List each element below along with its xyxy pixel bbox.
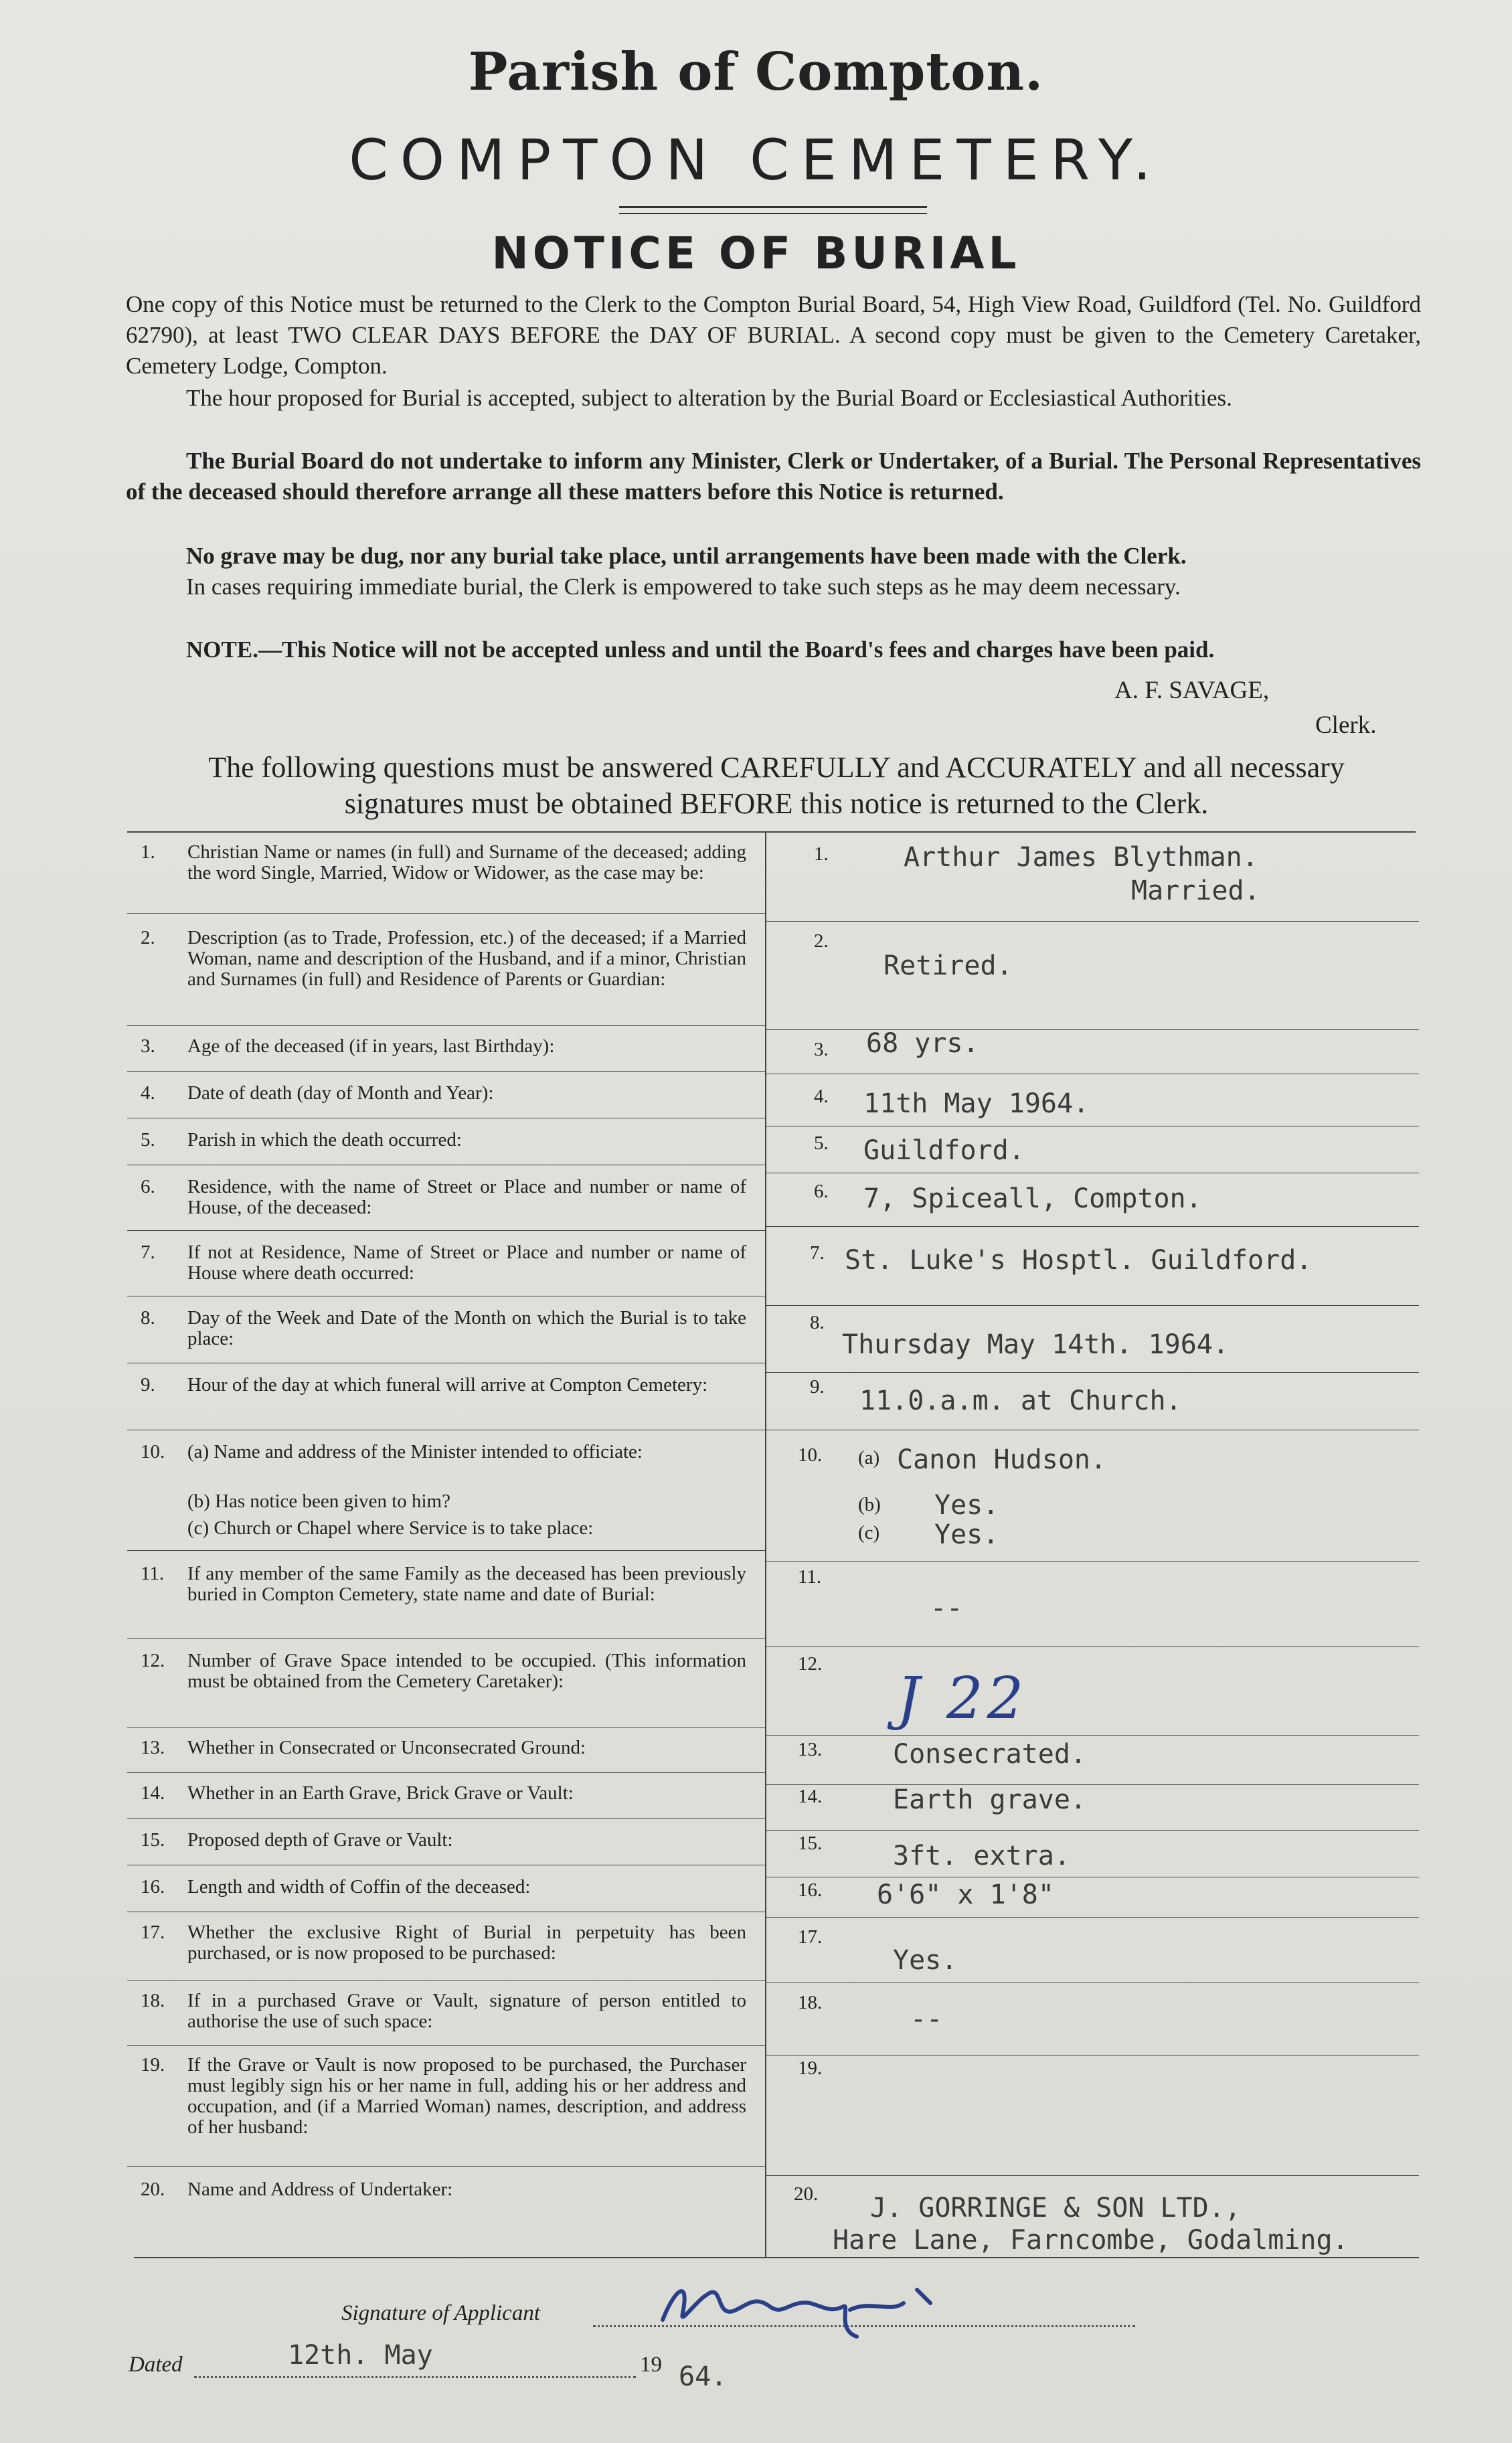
a-separator xyxy=(766,1917,1419,1918)
question-number: 14. xyxy=(141,1782,165,1804)
answer-number: 1. xyxy=(814,843,829,865)
dated-value: 12th. May xyxy=(288,2340,433,2371)
question-text: Name and Address of Undertaker: xyxy=(187,2179,453,2200)
q-separator xyxy=(127,1980,765,1981)
answer-number: 18. xyxy=(798,1992,823,2013)
answer-number: 11. xyxy=(798,1566,822,1588)
instruction-return-copy: One copy of this Notice must be returned to the Clerk to the Compton Burial Board, 54, High View Road, Guildford (Tel. No. Guildford 62790), at least TWO CLEAR DAYS BEFORE the DAY OF BURIAL. A second copy must be given to the Cemetery Caretaker, Cemetery Lodge, Compton. xyxy=(126,291,1421,379)
a-separator xyxy=(766,1305,1419,1306)
question-number: 5. xyxy=(141,1129,155,1151)
answer-number: 15. xyxy=(798,1833,823,1854)
dated-label: Dated xyxy=(129,2353,183,2377)
answer-8: Thursday May 14th. 1964. xyxy=(842,1329,1229,1360)
q-separator xyxy=(127,2166,765,2167)
question-number: 2. xyxy=(141,927,155,948)
question-text: Age of the deceased (if in years, last Birthday): xyxy=(187,1035,555,1057)
question-text: Hour of the day at which funeral will arrive at Compton Cemetery: xyxy=(187,1374,708,1396)
q-separator xyxy=(127,1550,765,1551)
answer-12-handwritten: J 22 xyxy=(897,1665,1028,1732)
answer-17: Yes. xyxy=(893,1945,958,1976)
question-text: Parish in which the death occurred: xyxy=(187,1129,462,1151)
q-separator xyxy=(127,1071,765,1072)
question-number: 13. xyxy=(141,1737,165,1758)
answer-18: -- xyxy=(910,2004,943,2035)
a-separator xyxy=(766,1830,1419,1831)
answer-number: 13. xyxy=(798,1739,823,1760)
answer-1-status: Married. xyxy=(1131,875,1260,906)
question-number: 4. xyxy=(141,1082,155,1104)
question-1 xyxy=(141,842,746,909)
answer-number: 2. xyxy=(814,930,829,952)
question-text: Day of the Week and Date of the Month on which the Burial is to take place: xyxy=(187,1307,746,1349)
answer-20-address: Hare Lane, Farncombe, Godalming. xyxy=(833,2225,1349,2256)
answer-number: 6. xyxy=(814,1181,829,1202)
question-number: 18. xyxy=(141,1990,165,2011)
question-text: Proposed depth of Grave or Vault: xyxy=(187,1829,453,1851)
title-rule-bottom xyxy=(619,213,927,214)
question-number: 6. xyxy=(141,1176,155,1197)
clerk-title: Clerk. xyxy=(1315,711,1377,739)
answer-number: 3. xyxy=(814,1039,829,1060)
question-text: Number of Grave Space intended to be occupied. (This information must be obtained from the Cemetery Caretaker): xyxy=(187,1650,746,1692)
answer-number: 7. xyxy=(810,1242,825,1264)
question-text: Whether in an Earth Grave, Brick Grave or Vault: xyxy=(187,1782,574,1804)
question-text: Christian Name or names (in full) and Surname of the deceased; adding the word Single, Married, Widow or Widower, as the case may be: xyxy=(187,841,746,883)
question-number: 3. xyxy=(141,1035,155,1057)
a-separator xyxy=(766,1784,1419,1785)
answer-10a-label: (a) xyxy=(858,1447,880,1468)
question-number: 11. xyxy=(141,1563,165,1584)
question-text-b: (b) Has notice been given to him? xyxy=(187,1491,450,1512)
answer-number: 5. xyxy=(814,1132,829,1154)
q-separator xyxy=(127,1230,765,1231)
a-separator xyxy=(766,1029,1419,1030)
a-separator xyxy=(766,1372,1419,1373)
answer-7: St. Luke's Hosptl. Guildford. xyxy=(845,1245,1313,1276)
table-top-rule xyxy=(127,831,1416,833)
question-text: If not at Residence, Name of Street or Place and number or name of House where death occurred: xyxy=(187,1242,746,1284)
answer-10a: Canon Hudson. xyxy=(897,1444,1107,1475)
q-separator xyxy=(127,2045,765,2046)
answer-13: Consecrated. xyxy=(893,1739,1086,1770)
question-number: 7. xyxy=(141,1242,155,1263)
instruction-hour: The hour proposed for Burial is accepted, subject to alteration by the Burial Board or Ecclesiastical Authorities. xyxy=(186,385,1232,411)
answer-5: Guildford. xyxy=(863,1135,1025,1166)
question-number: 20. xyxy=(141,2179,165,2200)
answer-20-name: J. GORRINGE & SON LTD., xyxy=(870,2193,1241,2223)
answer-2: Retired. xyxy=(884,950,1013,981)
question-text: Residence, with the name of Street or Place and number or name of House, of the deceased: xyxy=(187,1176,746,1218)
answer-number: 20. xyxy=(794,2183,819,2205)
year-prefix: 19 xyxy=(640,2353,662,2377)
question-number: 17. xyxy=(141,1922,165,1943)
question-number: 12. xyxy=(141,1650,165,1671)
instruction-board-notice: The Burial Board do not undertake to inform any Minister, Clerk or Undertaker, of a Burial. The Personal Representatives of the deceased should therefore arrange all these matters before this Notice is returned. xyxy=(126,448,1421,505)
q-separator xyxy=(127,1772,765,1773)
answer-number: 4. xyxy=(814,1086,829,1107)
title-rule-top xyxy=(619,206,927,208)
signature-label: Signature of Applicant xyxy=(341,2301,540,2325)
answer-number: 19. xyxy=(798,2057,823,2079)
instruction-note-fees: NOTE.—This Notice will not be accepted unless and until the Board's fees and charges have been paid. xyxy=(186,637,1215,663)
answer-number: 12. xyxy=(798,1653,823,1675)
question-number: 1. xyxy=(141,841,155,863)
answer-4: 11th May 1964. xyxy=(863,1088,1090,1119)
answer-10c: Yes. xyxy=(934,1519,999,1550)
question-number: 10. xyxy=(141,1441,165,1462)
answer-number: 14. xyxy=(798,1786,823,1807)
table-bottom-rule xyxy=(134,2257,1419,2258)
parish-title: Parish of Compton. xyxy=(468,41,1044,102)
question-number: 9. xyxy=(141,1374,155,1396)
question-number: 15. xyxy=(141,1829,165,1851)
form-intro: The following questions must be answered CAREFULLY and ACCURATELY and all necessary signatures must be obtained BEFORE this notice is returned to the Clerk. xyxy=(208,751,1345,820)
answer-1-name: Arthur James Blythman. xyxy=(904,842,1258,873)
question-text-a: (a) Name and address of the Minister intended to officiate: xyxy=(187,1441,643,1462)
q-separator xyxy=(127,1638,765,1639)
answer-11: -- xyxy=(930,1593,963,1624)
answer-15: 3ft. extra. xyxy=(893,1841,1070,1871)
answer-6: 7, Spiceall, Compton. xyxy=(863,1183,1202,1214)
answer-3: 68 yrs. xyxy=(866,1028,979,1059)
dated-line xyxy=(194,2376,636,2378)
answer-number: 16. xyxy=(798,1879,823,1901)
answer-number: 17. xyxy=(798,1926,823,1948)
answer-10b: Yes. xyxy=(934,1490,999,1521)
year-suffix: 64. xyxy=(679,2361,728,2392)
notice-title: NOTICE OF BURIAL xyxy=(491,228,1021,279)
applicant-signature xyxy=(649,2273,984,2347)
question-text: Whether in Consecrated or Unconsecrated Ground: xyxy=(187,1737,586,1758)
answer-number: 9. xyxy=(810,1376,825,1398)
question-text-c: (c) Church or Chapel where Service is to take place: xyxy=(187,1517,594,1539)
q-separator xyxy=(127,913,765,914)
q-separator xyxy=(127,1727,765,1728)
a-separator xyxy=(766,1735,1419,1736)
question-text: Length and width of Coffin of the deceased: xyxy=(187,1876,531,1898)
question-10 xyxy=(141,1442,746,1542)
cemetery-title: COMPTON CEMETERY. xyxy=(349,127,1163,193)
q-separator xyxy=(127,1818,765,1819)
a-separator xyxy=(766,2175,1419,2176)
question-text: If any member of the same Family as the deceased has been previously buried in Compton Cemetery, state name and date of Burial: xyxy=(187,1563,746,1605)
question-text: If in a purchased Grave or Vault, signature of person entitled to authorise the use of such space: xyxy=(187,1990,746,2032)
a-separator xyxy=(766,1226,1419,1227)
answer-10b-label: (b) xyxy=(858,1494,881,1515)
question-number: 16. xyxy=(141,1876,165,1898)
question-text: Description (as to Trade, Profession, etc.) of the deceased; if a Married Woman, name and description of the Husband, and if a minor, Christian and Surnames (in full) and Residence of Parents or Guardian: xyxy=(187,927,746,990)
answer-9: 11.0.a.m. at Church. xyxy=(859,1385,1182,1416)
answer-number: 8. xyxy=(810,1312,825,1333)
instruction-immediate-burial: In cases requiring immediate burial, the Clerk is empowered to take such steps as he may deem necessary. xyxy=(186,574,1181,600)
question-number: 19. xyxy=(141,2054,165,2076)
a-separator xyxy=(766,921,1419,922)
question-text: Whether the exclusive Right of Burial in perpetuity has been purchased, or is now proposed to be purchased: xyxy=(187,1922,746,1964)
answer-10c-label: (c) xyxy=(858,1522,880,1543)
answer-16: 6'6" x 1'8" xyxy=(877,1879,1054,1910)
answer-number: 10. xyxy=(798,1444,823,1466)
instruction-no-grave: No grave may be dug, nor any burial take place, until arrangements have been made with the Clerk. xyxy=(186,543,1187,569)
question-text: Date of death (day of Month and Year): xyxy=(187,1082,494,1104)
a-separator xyxy=(766,1561,1419,1562)
question-text: If the Grave or Vault is now proposed to be purchased, the Purchaser must legibly sign his or her name in full, adding his or her address and occupation, and (if a Married Woman) names, description, and address of her husband: xyxy=(187,2054,746,2138)
table-divider xyxy=(765,833,766,2258)
clerk-name: A. F. SAVAGE, xyxy=(1114,677,1270,704)
answer-14: Earth grave. xyxy=(893,1784,1086,1815)
question-number: 8. xyxy=(141,1307,155,1329)
q-separator xyxy=(127,1025,765,1026)
